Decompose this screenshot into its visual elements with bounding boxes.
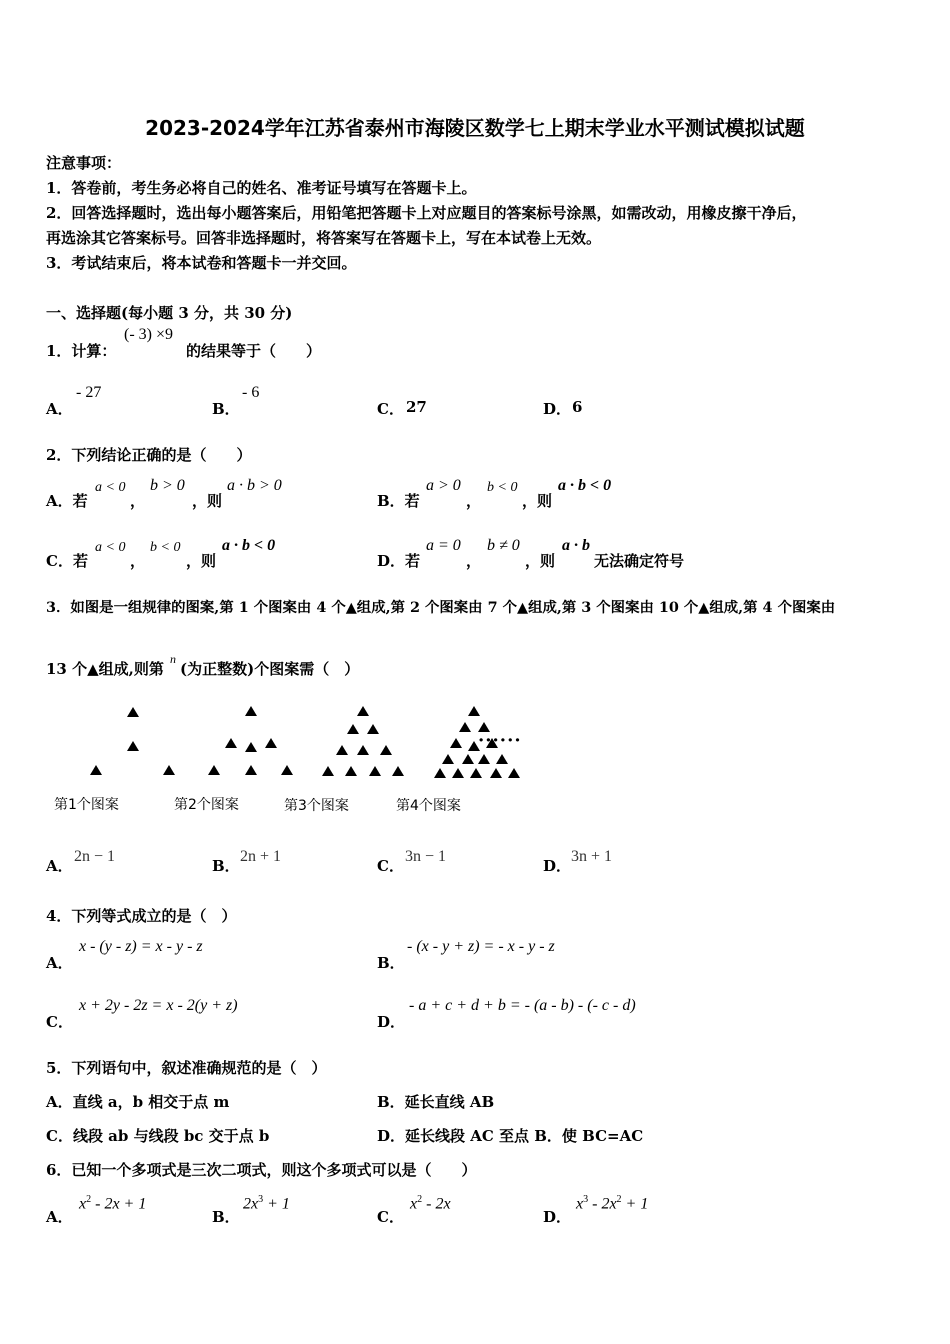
q2-option-c-then: ，则 [186,552,217,570]
page-title: 2023-2024学年江苏省泰州市海陵区数学七上期末学业水平测试模拟试题 [145,116,805,140]
q2-option-a-then: ，则 [192,492,223,510]
q2-option-c-math: b < 0 [150,540,181,555]
q2-option-a-math: a < 0 [95,480,126,495]
q2-option-a-label: A．若 [46,492,88,510]
notice-item: 2．回答选择题时，选出每小题答案后，用铅笔把答题卡上对应题目的答案标号涂黑，如需改动，用橡皮擦干净后， [46,204,807,222]
q5-option-b: B．延长直线 AB [377,1093,495,1111]
q2-option-b-comma: ， [466,492,482,510]
q3-stem-line2: 13 个▲组成,则第 [46,660,164,678]
q2-option-b-then: ，则 [522,492,553,510]
q1-option-c-label: C． [377,400,404,418]
q3-ellipsis: ······ [478,730,522,751]
q4-option-b-label: B． [377,954,405,972]
q3-option-b: 2n + 1 [240,848,282,865]
q5-option-c: C．线段 ab 与线段 bc 交于点 b [46,1127,270,1145]
q4-option-d-label: D． [377,1013,406,1031]
section-heading: 一、选择题(每小题 3 分，共 30 分) [46,304,293,322]
q1-option-b-label: B． [212,400,240,418]
q2-option-d-math: a · b [562,537,590,554]
q3-caption-3: 第3个图案 [284,798,349,814]
q6-option-d: $x^3 - 2x^2 + 1$ [576,1194,649,1213]
q3-caption-1: 第1个图案 [54,797,119,813]
q2-option-c-math: a < 0 [95,540,126,555]
q3-stem-line2b: (为正整数)个图案需（ ） [180,660,360,678]
q3-option-a: 2n − 1 [74,848,116,865]
notice-heading: 注意事项： [46,154,122,172]
q4-option-c: x + 2y - 2z = x - 2(y + z) [79,997,238,1014]
notice-item: 1．答卷前，考生务必将自己的姓名、准考证号填写在答题卡上。 [46,179,477,197]
q3-option-d-label: D． [543,857,572,875]
q2-option-a-math: b > 0 [150,477,185,494]
q2-option-a-math: a · b > 0 [227,477,282,494]
q6-option-b-label: B． [212,1208,240,1226]
q1-option-d-label: D． [543,400,572,418]
q1-option-c: 27 [406,398,427,416]
pattern-1 [90,707,175,775]
q3-caption-2: 第2个图案 [174,797,239,813]
q2-option-c-math: a · b < 0 [222,537,276,554]
q3-option-a-label: A． [46,857,73,875]
q2-option-b-math: a · b < 0 [558,477,612,494]
q2-option-b-math: a > 0 [426,477,461,494]
pattern-3 [322,706,404,776]
notice-item: 3．考试结束后，将本试卷和答题卡一并交回。 [46,254,357,272]
q2-stem: 2．下列结论正确的是（ ） [46,446,252,464]
notice-item: 再选涂其它答案标号。回答非选择题时，将答案写在答题卡上，写在本试卷上无效。 [46,229,602,247]
q2-option-d-label: D．若 [377,552,421,570]
q2-option-a-comma: ， [130,492,146,510]
q5-stem: 5．下列语句中，叙述准确规范的是（ ） [46,1059,327,1077]
q3-option-b-label: B． [212,857,240,875]
q3-variable-n: n [170,652,176,666]
q4-option-d: - a + c + d + b = - (a - b) - (- c - d) [409,997,636,1014]
q3-pattern-figure [40,696,540,786]
q3-option-c: 3n − 1 [405,848,447,865]
q6-option-a: $x^2 - 2x + 1$ [79,1194,147,1213]
q2-option-c-comma: ， [130,552,146,570]
q4-option-c-label: C． [46,1013,73,1031]
q6-option-c: $x^2 - 2x$ [410,1194,451,1213]
q6-stem: 6．已知一个多项式是三次二项式，则这个多项式可以是（ ） [46,1161,477,1179]
q2-option-c-label: C．若 [46,552,88,570]
q5-option-d: D．延长线段 AC 至点 B．使 BC=AC [377,1127,644,1145]
q1-option-d: 6 [572,398,583,416]
q3-caption-4: 第4个图案 [396,798,461,814]
q2-option-d-comma: ， [466,552,482,570]
pattern-2 [208,706,293,775]
q3-stem-line1: 3．如图是一组规律的图案,第 1 个图案由 4 个▲组成,第 2 个图案由 7 个▲组成,第 3 个图案由 10 个▲组成,第 4 个图案由 [46,599,836,616]
q2-option-b-math: b < 0 [487,480,518,495]
q3-option-d: 3n + 1 [571,848,613,865]
q1-option-a-label: A． [46,400,73,418]
q6-option-d-label: D． [543,1208,572,1226]
q1-option-a: - 27 [76,384,102,401]
q1-stem-post: 的结果等于（ ） [186,342,322,360]
q4-option-a-label: A． [46,954,73,972]
q2-option-b-label: B．若 [377,492,420,510]
q1-option-b: - 6 [242,384,260,401]
q6-option-b: $2x^3 + 1$ [243,1194,290,1213]
q4-option-a: x - (y - z) = x - y - z [79,938,203,955]
q1-expression: (- 3) ×9 [124,326,174,343]
q2-option-d-tail: 无法确定符号 [594,552,685,570]
q4-option-b: - (x - y + z) = - x - y - z [407,938,555,955]
q4-stem: 4．下列等式成立的是（ ） [46,907,237,925]
q3-option-c-label: C． [377,857,404,875]
q5-option-a: A．直线 a，b 相交于点 m [46,1093,230,1111]
q6-option-c-label: C． [377,1208,404,1226]
q2-option-d-math: a = 0 [426,537,461,554]
q1-stem-pre: 1．计算： [46,342,117,360]
q6-option-a-label: A． [46,1208,73,1226]
q2-option-d-math: b ≠ 0 [487,537,520,554]
q2-option-d-then: ，则 [525,552,556,570]
